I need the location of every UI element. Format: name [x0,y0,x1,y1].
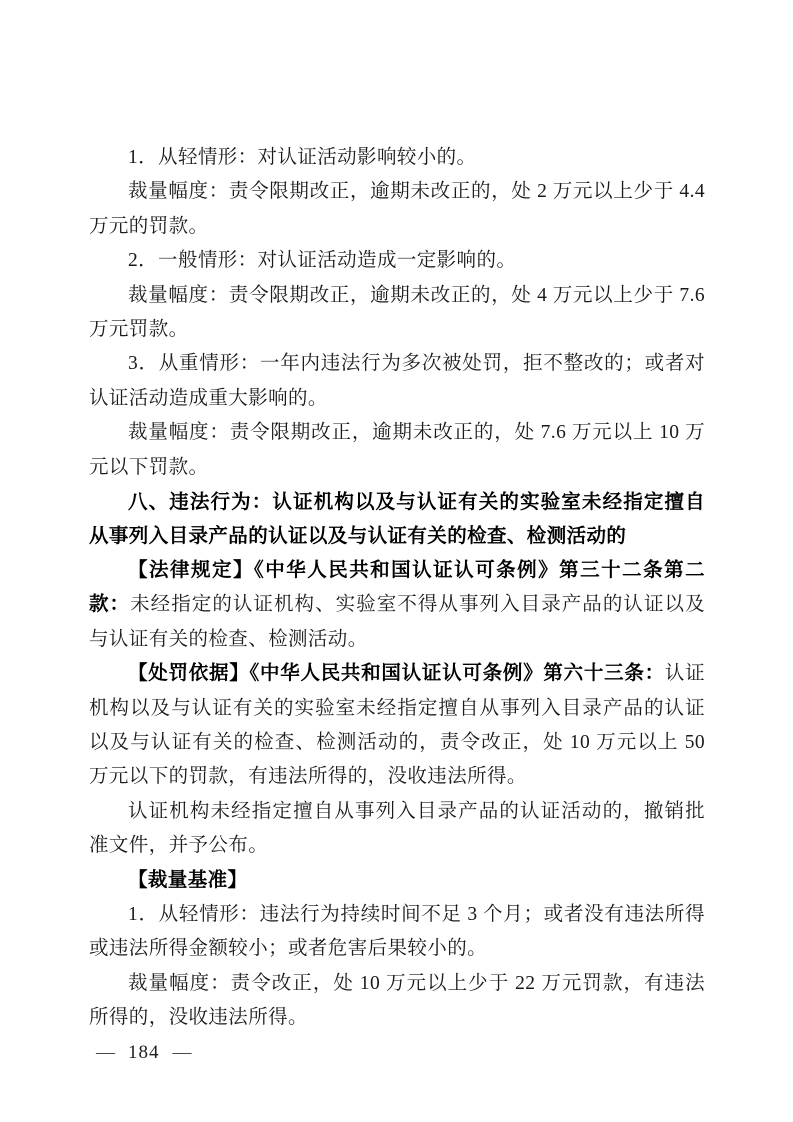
text-run: 认证机构未经指定擅自从事列入目录产品的认证活动的，撤销批准文件，并予公布。 [89,800,705,857]
bold-text-run: 八、违法行为：认证机构以及与认证有关的实验室未经指定擅自从事列入目录产品的认证以及与认证有关的检查、检测活动的 [89,491,705,548]
text-run: 认证机构以及与认证有关的实验室未经指定擅自从事列入目录产品的认证以及与认证有关的检查、检测活动的，责令改正，处 10 万元以上 50 万元以下的罚款，有违法所得的，没收违法所得。 [89,663,705,788]
paragraph [89,554,705,657]
page-footer [96,1038,192,1068]
paragraph [89,795,705,864]
page-number: 184 [128,1042,160,1063]
footer-right-dash: — [172,1042,192,1063]
paragraph [89,244,705,278]
paragraph [89,347,705,416]
text-run: 裁量幅度：责令限期改正，逾期未改正的，处 2 万元以上少于 4.4 万元的罚款。 [89,181,705,237]
paragraph [89,864,705,898]
document-body [89,141,705,1036]
text-run: 裁量幅度：责令限期改正，逾期未改正的，处 4 万元以上少于 7.6 万元罚款。 [89,284,705,341]
section-heading [89,485,705,554]
paragraph [89,967,705,1036]
text-run: 2．一般情形：对认证活动造成一定影响的。 [128,250,517,272]
text-run: 1．从轻情形：对认证活动影响较小的。 [128,147,477,168]
text-run: 裁量幅度：责令限期改正，逾期未改正的，处 7.6 万元以上 10 万元以下罚款。 [89,422,705,478]
text-run: 3．从重情形：一年内违法行为多次被处罚，拒不整改的；或者对认证活动造成重大影响的。 [89,353,705,409]
bold-text-run: 【处罚依据】《中华人民共和国认证认可条例》第六十三条： [128,663,665,685]
bold-text-run: 【裁量基准】 [128,869,248,891]
bold-text-run: 【法律规定】《中华人民共和国认证认可条例》第三十二条第二款： [89,559,705,616]
paragraph [89,175,705,244]
paragraph [89,141,705,175]
paragraph [89,657,705,795]
text-run: 裁量幅度：责令改正，处 10 万元以上少于 22 万元罚款，有违法所得的，没收违法所得。 [89,972,705,1029]
text-run: 未经指定的认证机构、实验室不得从事列入目录产品的认证以及与认证有关的检查、检测活动。 [89,594,705,650]
footer-left-dash: — [96,1042,115,1063]
paragraph [89,898,705,967]
paragraph [89,416,705,485]
text-run: 1．从轻情形：违法行为持续时间不足 3 个月；或者没有违法所得或违法所得金额较小；或者危害后果较小的。 [89,903,705,960]
paragraph [89,279,705,348]
